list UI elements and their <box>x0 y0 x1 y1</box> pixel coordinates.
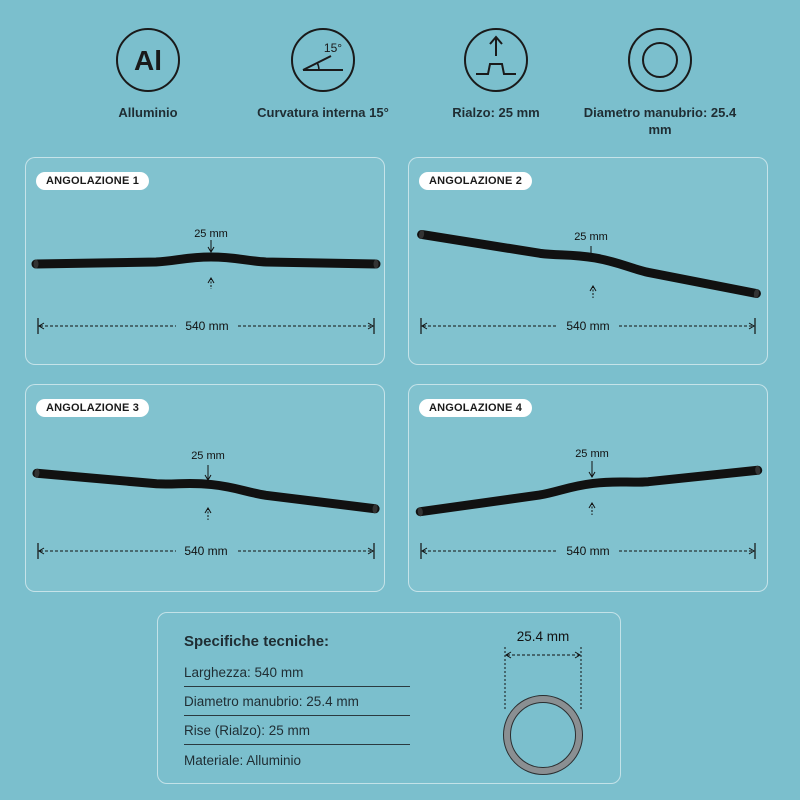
angle-panel-1 <box>25 157 385 365</box>
diameter-dimension-label: 25.4 mm <box>516 629 570 644</box>
specs-title: Specifiche tecniche: <box>184 633 330 650</box>
handlebar <box>419 463 757 511</box>
svg-text:15°: 15° <box>323 41 343 55</box>
tube-ring <box>507 699 579 771</box>
angle-panel-3 <box>25 384 385 592</box>
feature-aluminium <box>68 26 228 121</box>
width-label: 540 mm <box>566 544 610 558</box>
bar-end-right <box>374 260 379 269</box>
rise-label: 25 mm <box>575 448 609 460</box>
technical-specs-panel <box>157 612 621 784</box>
feature-rise <box>416 26 576 121</box>
width-label: 540 mm <box>185 319 229 333</box>
width-label: 540 mm <box>184 544 228 558</box>
svg-text:Al: Al <box>134 45 162 76</box>
curvature-angle-icon <box>289 26 357 94</box>
spec-row-rise: Rise (Rialzo): 25 mm <box>184 723 410 745</box>
tube-ring-inner-edge <box>511 703 576 768</box>
rise-label: 25 mm <box>191 450 225 462</box>
angle-badge: ANGOLAZIONE 1 <box>36 172 149 190</box>
handlebar-group <box>34 466 378 513</box>
handlebar-group <box>34 257 379 269</box>
angle-panel-2 <box>408 157 768 365</box>
feature-label-diameter: Diametro manubrio: 25.4 mm <box>583 105 737 137</box>
aluminium-symbol-icon <box>114 26 182 94</box>
bar-end-left <box>34 260 39 269</box>
rise-label: 25 mm <box>574 231 608 243</box>
tube-cross-section <box>488 629 598 784</box>
tube-ring-outer-edge <box>504 696 583 775</box>
feature-label-material: Alluminio <box>118 105 178 120</box>
spec-row-width: Larghezza: 540 mm <box>184 665 410 687</box>
angle-badge: ANGOLAZIONE 4 <box>419 399 532 417</box>
angle-panel-4 <box>408 384 768 592</box>
handlebar <box>37 466 376 509</box>
spec-row-material: Materiale: Alluminio <box>184 753 302 768</box>
handlebar-drawing <box>26 385 386 593</box>
handlebar-group <box>417 463 761 516</box>
handlebar-drawing <box>409 158 769 366</box>
spec-row-diameter: Diametro manubrio: 25.4 mm <box>184 694 410 716</box>
rise-label: 25 mm <box>194 228 228 240</box>
handlebar-drawing <box>409 385 769 593</box>
angle-badge: ANGOLAZIONE 3 <box>36 399 149 417</box>
tube-ring-drawing <box>488 629 598 779</box>
angle-badge: ANGOLAZIONE 2 <box>419 172 532 190</box>
rise-arrow-icon <box>462 26 530 94</box>
rise-arrows <box>205 465 211 520</box>
width-label: 540 mm <box>566 319 610 333</box>
feature-label-rise: Rialzo: 25 mm <box>452 105 540 120</box>
feature-diameter <box>580 26 740 138</box>
feature-curvature <box>243 26 403 121</box>
rise-arrows <box>208 240 214 289</box>
handlebar <box>36 257 376 264</box>
feature-label-curvature: Curvatura interna 15° <box>257 105 389 120</box>
handlebar-drawing <box>26 158 386 366</box>
diameter-circle-icon <box>626 26 694 94</box>
